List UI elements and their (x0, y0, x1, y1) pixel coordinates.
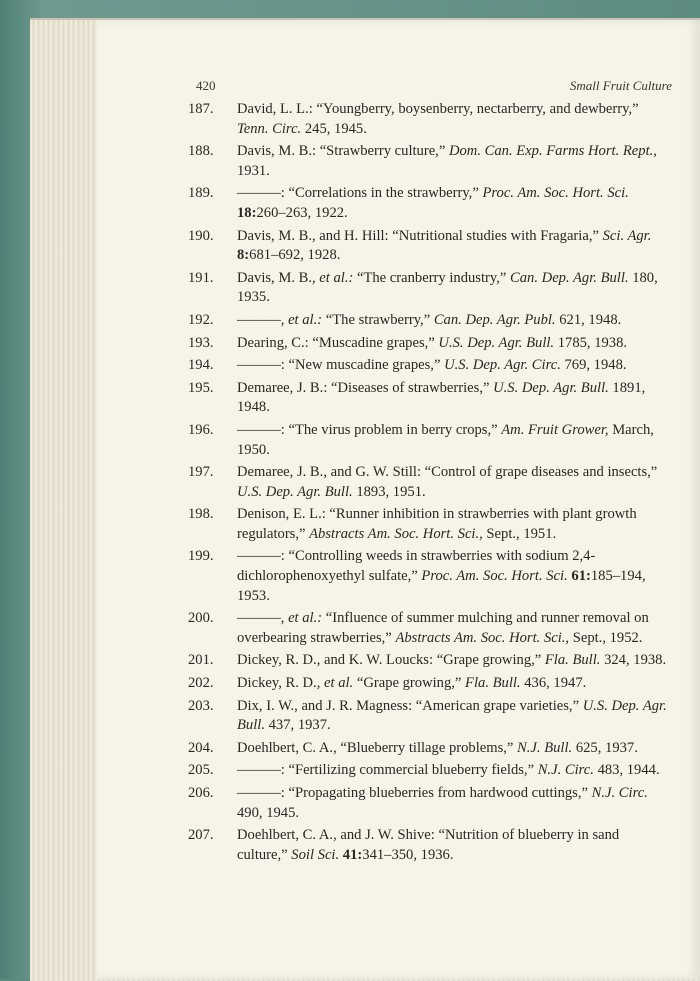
reference-number: 195. (188, 379, 214, 396)
citation-text: 1785, 1938. (554, 334, 628, 351)
citation-source: N.J. Circ. (537, 762, 594, 779)
citation-text: Sept., 1952. (569, 629, 643, 646)
reference-entry (188, 505, 668, 544)
reference-entry (188, 100, 668, 139)
citation-text: 621, 1948. (555, 311, 622, 328)
reference-entry (188, 142, 668, 181)
reference-entry (188, 651, 668, 671)
reference-number: 197. (188, 464, 214, 481)
citation-source: Dom. Can. Exp. Farms Hort. Rept., (448, 143, 657, 160)
reference-number: 191. (188, 269, 214, 286)
citation-text: March, 1950. (237, 421, 654, 458)
citation-source: Tenn. Circ. (237, 120, 302, 137)
citation-text: 324, 1938. (600, 652, 667, 669)
citation-text: ———: “Fertilizing commercial blueberry fields,” (237, 762, 538, 779)
citation-text: 185–194, 1953. (237, 568, 646, 604)
citation-text: Dickey, R. D., (237, 675, 325, 692)
reference-entry (188, 334, 668, 354)
citation-text: Dickey, R. D., and K. W. Loucks: “Grape growing,” (237, 652, 545, 669)
citation-text: 437, 1937. (264, 717, 331, 734)
citation-text: 245, 1945. (301, 120, 367, 137)
citation-text: ———: “Propagating blueberries from hardwood cuttings,” (237, 785, 592, 801)
citation-text: ———: “Controlling weeds in strawberries with sodium 2,4-dichlorophenoxyethyl sulfate,” (237, 548, 596, 585)
reference-entry (188, 761, 668, 781)
citation-source: N.J. Bull. (517, 739, 573, 756)
citation-source: Proc. Am. Soc. Hort. Sci. (421, 568, 568, 585)
citation-text: “The cranberry industry,” (353, 269, 511, 286)
citation-text: Denison, E. L.: “Runner inhibition in strawberries with plant growth regulators,” (237, 506, 637, 542)
citation-text: Dix, I. W., and J. R. Magness: “American grape varieties,” (237, 697, 583, 714)
citation-text: Davis, M. B., and H. Hill: “Nutritional studies with Fragaria,” (237, 227, 603, 244)
citation-text: ———: “New muscadine grapes,” (237, 357, 445, 374)
citation-source: Soil Sci. (291, 846, 340, 863)
citation-text: Doehlbert, C. A., and J. W. Shive: “Nutrition of blueberry in sand culture,” (237, 827, 620, 863)
reference-entry (188, 379, 668, 418)
citation-source: Sci. Agr. (602, 227, 652, 244)
citation-text: 260–263, 1922. (256, 204, 348, 221)
citation-text: 1931. (237, 162, 270, 179)
citation-text: Davis, M. B., (237, 269, 320, 286)
reference-number: 199. (188, 548, 214, 565)
reference-entry (188, 784, 668, 823)
reference-entry (188, 697, 668, 736)
reference-number: 206. (188, 785, 214, 801)
citation-text: Dearing, C.: “Muscadine grapes,” (237, 334, 439, 351)
citation-volume: 18: (237, 204, 257, 221)
citation-text: “Grape growing,” (353, 675, 466, 692)
citation-text: “The strawberry,” (322, 311, 434, 328)
reference-number: 204. (188, 739, 214, 756)
citation-source: N.J. Circ. (591, 785, 648, 801)
reference-entry (188, 227, 668, 266)
citation-text: Doehlbert, C. A., “Blueberry tillage problems,” (237, 739, 518, 756)
reference-entry (188, 356, 668, 376)
reference-number: 198. (188, 506, 214, 523)
reference-number: 188. (188, 143, 214, 160)
reference-number: 187. (188, 101, 214, 117)
reference-number: 189. (188, 185, 214, 202)
page-number: 420 (196, 78, 216, 93)
citation-source: U.S. Dep. Agr. Bull. (237, 697, 667, 734)
citation-text: Demaree, J. B., and G. W. Still: “Control of grape diseases and insects,” (237, 464, 658, 481)
reference-number: 201. (188, 652, 214, 669)
reference-number: 193. (188, 334, 214, 351)
citation-text: 1893, 1951. (352, 483, 426, 500)
reference-number: 202. (188, 675, 214, 692)
citation-text: 769, 1948. (560, 357, 627, 374)
citation-text: 625, 1937. (572, 739, 638, 756)
citation-text: “Influence of summer mulching and runner removal on overbearing strawberries,” (237, 610, 649, 646)
reference-entry (188, 547, 668, 606)
reference-number: 190. (188, 227, 214, 244)
citation-text: 436, 1947. (520, 675, 587, 692)
citation-text: 341–350, 1936. (362, 846, 454, 863)
citation-source: Am. Fruit Grower, (501, 421, 609, 438)
citation-text: 1891, 1948. (237, 379, 646, 416)
citation-text: ———: “The virus problem in berry crops,” (237, 421, 502, 438)
citation-source: U.S. Dep. Agr. Bull. (493, 379, 609, 396)
citation-source: Can. Dep. Agr. Bull. (510, 269, 629, 286)
reference-entry (188, 609, 668, 648)
reference-entry (188, 184, 668, 223)
citation-text: ———: “Correlations in the strawberry,” (237, 185, 483, 202)
citation-source: U.S. Dep. Agr. Circ. (444, 357, 561, 374)
citation-text: 483, 1944. (593, 762, 660, 779)
citation-text: ———, (237, 610, 289, 627)
reference-number: 192. (188, 311, 214, 328)
citation-source: Fla. Bull. (544, 652, 601, 669)
reference-number: 207. (188, 827, 214, 844)
citation-volume: 41: (342, 846, 363, 863)
reference-entry (188, 739, 668, 759)
citation-source: U.S. Dep. Agr. Bull. (438, 334, 555, 351)
reference-number: 203. (188, 697, 214, 714)
citation-source: et al.: (288, 610, 323, 627)
citation-source: et al.: (319, 269, 354, 286)
citation-text: ———, (237, 311, 289, 328)
citation-text: David, L. L.: “Youngberry, boysenberry, nectarberry, and dewberry,” (237, 101, 639, 117)
citation-source: U.S. Dep. Agr. Bull. (237, 483, 353, 500)
citation-text: Sept., 1951. (482, 525, 557, 542)
reference-number: 200. (188, 610, 214, 627)
citation-source: et al. (324, 675, 354, 692)
citation-source: Fla. Bull. (465, 675, 521, 692)
citation-volume: 61: (571, 568, 591, 585)
reference-entry (188, 463, 668, 502)
reference-number: 194. (188, 357, 214, 374)
citation-source: Proc. Am. Soc. Hort. Sci. (482, 185, 629, 202)
citation-text: 180, 1935. (237, 269, 658, 306)
citation-source: Abstracts Am. Soc. Hort. Sci., (395, 629, 570, 646)
citation-text: 490, 1945. (237, 804, 300, 821)
reference-entry (188, 311, 668, 331)
reference-number: 196. (188, 421, 214, 438)
citation-volume: 8: (237, 247, 250, 264)
citation-source: Abstracts Am. Soc. Hort. Sci., (309, 525, 483, 542)
reference-list (188, 100, 668, 868)
page-header (192, 78, 672, 98)
running-head: Small Fruit Culture (569, 78, 672, 93)
citation-source: et al.: (288, 311, 323, 328)
reference-entry (188, 269, 668, 308)
citation-text: Davis, M. B.: “Strawberry culture,” (237, 143, 449, 160)
citation-source: Can. Dep. Agr. Publ. (433, 311, 556, 328)
reference-entry (188, 421, 668, 460)
reference-entry (188, 826, 668, 865)
citation-text: Demaree, J. B.: “Diseases of strawberries,” (237, 379, 494, 396)
reference-entry (188, 674, 668, 694)
reference-number: 205. (188, 762, 214, 779)
citation-text: 681–692, 1928. (249, 247, 341, 264)
